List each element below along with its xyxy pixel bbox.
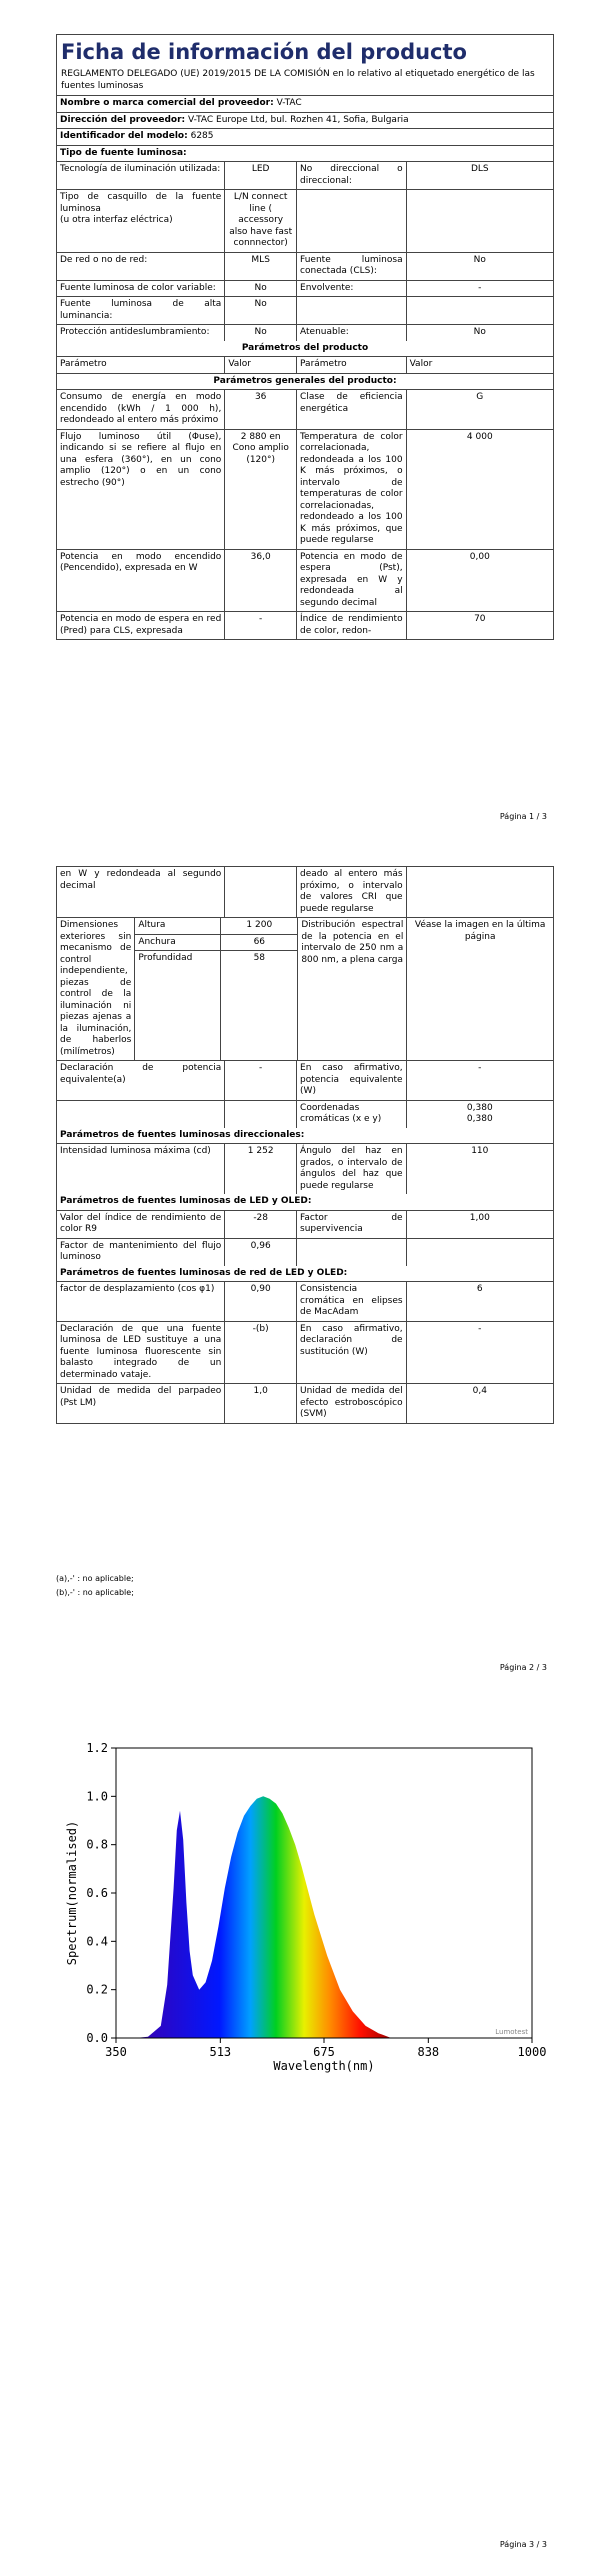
general-param-row: [57, 390, 553, 430]
param-value-2: DLS: [406, 162, 553, 189]
header-row: [57, 357, 553, 374]
general-params-heading: Parámetros generales del producto:: [213, 375, 397, 386]
general-param-row: [57, 550, 553, 613]
param-value-2: No: [406, 253, 553, 280]
spectral-label: Distribución espectral de la potencia en el intervalo de 250 nm a 800 nm, a plena carga: [297, 918, 406, 1060]
param-label-2: Fuente luminosa conectada (CLS):: [296, 253, 406, 280]
dim-width: Anchura 66: [135, 935, 297, 952]
note-a: (a),-' : no aplicable;: [56, 1574, 134, 1583]
directional-row: [57, 1128, 553, 1145]
mains-led-param-row: [57, 1282, 553, 1322]
param-label-2: [296, 1239, 406, 1266]
y-tick-label: 0.6: [86, 1886, 108, 1900]
param-label: De red o no de red:: [60, 254, 148, 265]
param-value-2: 1,00: [406, 1211, 553, 1238]
param-label: Declaración de que una fuente luminosa de LED sustituye a una fuente luminosa fluorescente sin balasto integrado de un determinado vataje.: [60, 1323, 222, 1380]
param-label: Consumo de energía en modo encendido (kWh / 1 000 h), redondeado al entero más próximo: [60, 392, 222, 425]
param-label: Fuente luminosa de alta luminancia:: [60, 299, 222, 321]
param-value-2: 0,00: [406, 550, 553, 612]
param-label: Declaración de potencia equivalente(a): [60, 1063, 222, 1085]
watermark-text: Lumotest: [495, 2028, 528, 2036]
mains-led-row: [57, 1266, 553, 1283]
sheet-title: Ficha de información del producto: [61, 40, 467, 64]
param-label: [57, 1101, 224, 1128]
dimensions-row: [57, 918, 553, 1061]
title-block: [57, 35, 553, 96]
footnotes: [56, 1572, 134, 1600]
param-value-2: -: [406, 1061, 553, 1100]
spectral-value: Véase la imagen en la última página: [406, 918, 553, 1060]
param-label-2: Factor de supervivencia: [296, 1211, 406, 1238]
param-label: Tecnología de iluminación utilizada:: [60, 164, 221, 174]
equivalence-row: [57, 1061, 553, 1101]
x-tick-label: 838: [417, 2045, 440, 2059]
param-label-2: Temperatura de color correlacionada, redondeada a los 100 K más próximos, o intervalo de temperaturas de color correlacionadas, redondeado a los 100 K más próximos, que puede regularse: [296, 430, 406, 549]
general-param-row: [57, 612, 553, 639]
param-label-2: Envolvente:: [296, 281, 406, 297]
address-value: V-TAC Europe Ltd, bul. Rozhen 41, Sofia, Bulgaria: [188, 114, 409, 125]
param-value: No: [224, 297, 296, 324]
mains-led-param-row: [57, 1322, 553, 1385]
x-tick-label: 675: [313, 2045, 335, 2059]
param-value: 36: [224, 390, 296, 429]
lamp-type-row: [57, 162, 553, 190]
y-tick-label: 1.2: [86, 1741, 108, 1755]
mains-led-param-row: [57, 1384, 553, 1423]
x-tick-label: 350: [105, 2045, 127, 2059]
param-value-2: 70: [406, 612, 553, 639]
continuation-right: deado al entero más próximo, o intervalo de valores CRI que puede regularse: [296, 867, 406, 917]
directional-param-row: [57, 1144, 553, 1194]
supplier-value: V-TAC: [276, 98, 302, 108]
page-number-2: Página 2 / 3: [499, 1663, 547, 1672]
param-label: Factor de mantenimiento del flujo luminoso: [60, 1240, 222, 1262]
page-2: [0, 860, 603, 1680]
param-value: No: [224, 325, 296, 341]
y-tick-label: 0.0: [86, 2031, 108, 2045]
param-label-2: No direccional o direccional:: [296, 162, 406, 189]
param-value: 1 252: [224, 1144, 296, 1194]
led-oled-heading: Parámetros de fuentes luminosas de LED y OLED:: [60, 1196, 312, 1206]
param-label-2: Unidad de medida del efecto estroboscópico (SVM): [296, 1384, 406, 1423]
product-params-heading: Parámetros del producto: [241, 342, 369, 353]
lamp-type-row: [57, 281, 553, 298]
note-b: (b),-' : no aplicable;: [56, 1588, 134, 1597]
x-axis-label: Wavelength(nm): [273, 2059, 375, 2073]
dim-depth: Profundidad 58: [135, 951, 297, 1060]
dimensions-label: Dimensiones exteriores sin mecanismo de control independiente, piezas de control de la iluminación ni piezas ajenas a la iluminación, de haberlos (milímetros): [60, 920, 132, 1057]
param-value-2: [406, 190, 553, 252]
param-value: No: [224, 281, 296, 297]
info-table-page-2: [56, 866, 554, 1424]
y-tick-label: 1.0: [86, 1789, 108, 1804]
param-value-2: No: [406, 325, 553, 341]
param-label-2: [296, 190, 406, 252]
param-value: 0,90: [224, 1282, 296, 1321]
param-label: Valor del índice de rendimiento de color R9: [60, 1212, 222, 1234]
param-value: -: [224, 612, 296, 639]
param-value-2: 110: [406, 1144, 553, 1194]
param-label-2: En caso afirmativo, potencia equivalente (W): [296, 1061, 406, 1100]
model-row: [57, 129, 553, 146]
header-param-2: Parámetro: [296, 357, 406, 373]
model-value: 6285: [190, 131, 214, 141]
lamp-type-row: [57, 190, 553, 253]
header-value-1: Valor: [224, 357, 296, 373]
param-label: Potencia en modo de espera en red (Pred) para CLS, expresada: [60, 614, 222, 636]
param-value-2: 4 000: [406, 430, 553, 549]
dim-height: Altura 1 200: [135, 918, 297, 935]
param-value: 2 880 en Cono amplio (120°): [224, 430, 296, 549]
spectrum-area: [135, 1796, 391, 2038]
info-table-page-1: [56, 34, 554, 640]
param-label-2: Atenuable:: [296, 325, 406, 341]
address-label: Dirección del proveedor:: [60, 114, 186, 125]
y-tick-label: 0.8: [86, 1837, 108, 1852]
param-value: MLS: [224, 253, 296, 280]
param-value: -: [224, 1061, 296, 1100]
continuation-left: en W y redondeada al segundo decimal: [60, 869, 222, 891]
param-value-2: -: [406, 281, 553, 297]
param-label-2: Índice de rendimiento de color, redon-: [296, 612, 406, 639]
param-label: Protección antideslumbramiento:: [60, 327, 210, 337]
param-value-2: 0,380 0,380: [406, 1101, 553, 1128]
rows-b: [57, 390, 553, 639]
model-label: Identificador del modelo:: [60, 131, 188, 141]
param-value-2: -: [406, 1322, 553, 1384]
source-type-label: Tipo de fuente luminosa:: [60, 147, 187, 158]
rows-c: [57, 1061, 553, 1128]
page-1: [0, 0, 603, 840]
regulation-text: REGLAMENTO DELEGADO (UE) 2019/2015 DE LA COMISIÓN en lo relativo al etiquetado energético de las fuentes luminosas: [61, 69, 535, 91]
lamp-type-row: [57, 297, 553, 325]
led-oled-row: [57, 1194, 553, 1211]
param-label: Unidad de medida del parpadeo (Pst LM): [60, 1386, 222, 1408]
param-value: 36,0: [224, 550, 296, 612]
param-value: 1,0: [224, 1384, 296, 1423]
page-number-1: Página 1 / 3: [499, 812, 547, 821]
y-axis-label: Spectrum(normalised): [65, 1820, 79, 1966]
param-value-2: 6: [406, 1282, 553, 1321]
continuation-row: [57, 867, 553, 918]
header-param-1: Parámetro: [60, 359, 107, 369]
param-label: Tipo de casquillo de la fuente luminosa (u otra interfaz eléctrica): [60, 192, 222, 225]
param-value: 0,96: [224, 1239, 296, 1266]
equivalence-row: [57, 1101, 553, 1128]
lamp-type-row: [57, 325, 553, 341]
param-value-2: G: [406, 390, 553, 429]
param-value: -28: [224, 1211, 296, 1238]
led-param-row: [57, 1211, 553, 1239]
supplier-label: Nombre o marca comercial del proveedor:: [60, 98, 274, 108]
x-tick-label: 1000: [517, 2045, 547, 2059]
rows-d: [57, 1144, 553, 1194]
address-row: [57, 113, 553, 130]
param-label: Flujo luminoso útil (Φuse), indicando si se refiere al flujo en una esfera (360°), en un cono amplio (120°) o en un cono estrecho (90°): [60, 431, 222, 488]
rows-a: [57, 162, 553, 341]
param-value: [224, 1101, 296, 1128]
param-label: Intensidad luminosa máxima (cd): [60, 1146, 211, 1156]
param-label: Fuente luminosa de color variable:: [60, 282, 216, 293]
param-label-2: Coordenadas cromáticas (x e y): [296, 1101, 406, 1128]
led-param-row: [57, 1239, 553, 1266]
rows-f: [57, 1282, 553, 1423]
dimensions-subtable: [134, 918, 297, 1060]
y-tick-label: 0.2: [86, 1982, 108, 1997]
param-value-2: 0,4: [406, 1384, 553, 1423]
param-label-2: Ángulo del haz en grados, o intervalo de ángulos del haz que puede regularse: [296, 1144, 406, 1194]
param-label-2: Consistencia cromática en elipses de MacAdam: [296, 1282, 406, 1321]
product-params-row: [57, 341, 553, 358]
param-label: Potencia en modo encendido (Pencendido), expresada en W: [60, 551, 222, 573]
lamp-type-row: [57, 253, 553, 281]
param-label-2: En caso afirmativo, declaración de sustitución (W): [296, 1322, 406, 1384]
param-value-2: [406, 1239, 553, 1266]
y-tick-label: 0.4: [86, 1934, 108, 1949]
param-value: L/N connect line ( accessory also have fast connnector): [224, 190, 296, 252]
page-number-3: Página 3 / 3: [499, 2540, 547, 2549]
source-type-row: [57, 146, 553, 163]
general-params-row: [57, 374, 553, 391]
directional-heading: Parámetros de fuentes luminosas direccionales:: [60, 1129, 305, 1140]
header-value-2: Valor: [406, 357, 553, 373]
param-label-2: Potencia en modo de espera (Pst), expresada en W y redondeada al segundo decimal: [296, 550, 406, 612]
param-value: -(b): [224, 1322, 296, 1384]
mains-led-heading: Parámetros de fuentes luminosas de red de LED y OLED:: [60, 1267, 348, 1278]
page-3: [0, 1700, 603, 2560]
param-label: factor de desplazamiento (cos φ1): [60, 1284, 215, 1294]
general-param-row: [57, 430, 553, 550]
rows-e: [57, 1211, 553, 1266]
supplier-row: [57, 96, 553, 113]
param-value-2: [406, 297, 553, 324]
param-label-2: Clase de eficiencia energética: [296, 390, 406, 429]
spectrum-chart: [0, 1700, 603, 2100]
param-value: LED: [224, 162, 296, 189]
x-tick-label: 513: [209, 2045, 232, 2059]
param-label-2: [296, 297, 406, 324]
